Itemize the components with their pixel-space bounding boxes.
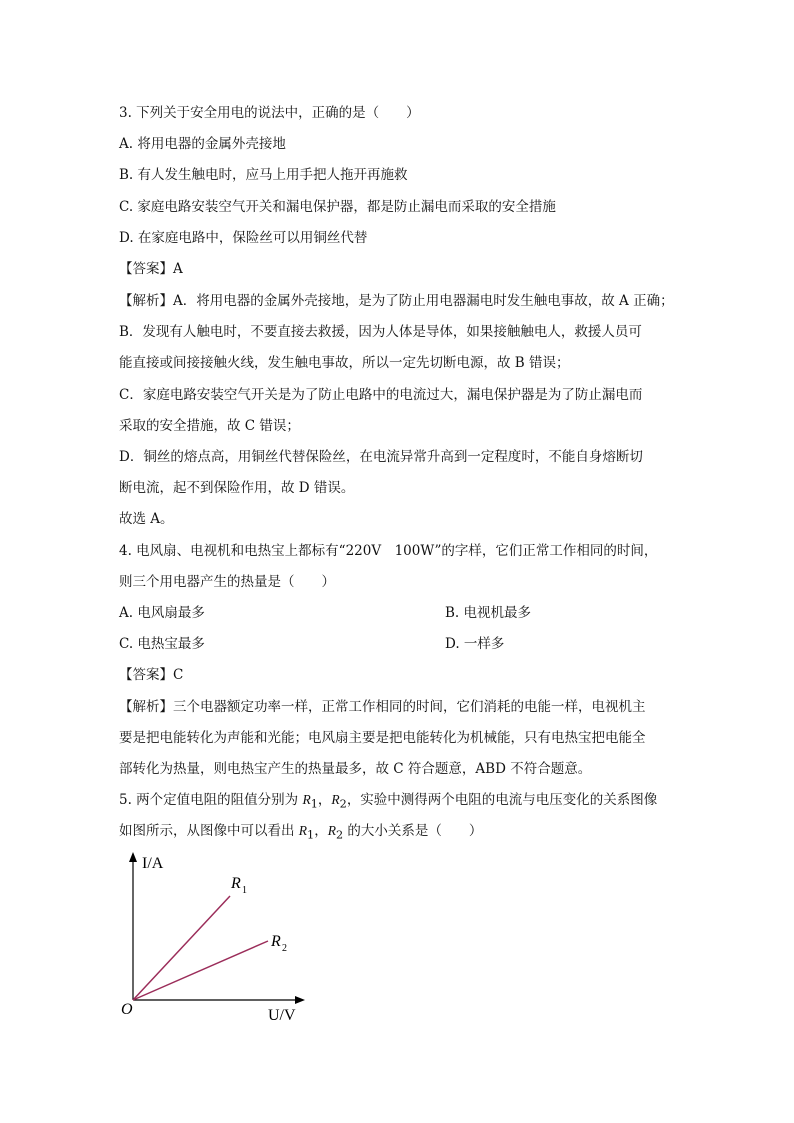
q5-text-b: ，实验中测得两个电阻的电流与电压变化的关系图像 <box>346 792 658 808</box>
text-line: D．铜丝的熔点高，用铜丝代替保险丝，在电流异常升高到一定程度时，不能自身熔断切 <box>119 449 643 465</box>
r2-line-label: R <box>271 933 281 950</box>
text-line: 部转化为热量，则电热宝产生的热量最多，故 C 符合题意，ABD 不符合题意。 <box>119 761 592 777</box>
text-line: B. 有人发生触电时，应马上用手把人拖开再施救 <box>119 167 408 183</box>
r2-line <box>133 941 268 1000</box>
text-line: C. 家庭电路安装空气开关和漏电保护器，都是防止漏电而采取的安全措施 <box>119 199 556 215</box>
text-line: 4. 电风扇、电视机和电热宝上都标有“220V 100W”的字样，它们正常工作相同的时间， <box>119 543 658 559</box>
text-line: 能直接或间接接触火线，发生触电事故，所以一定先切断电源，故 B 错误； <box>119 355 570 371</box>
option-right: D. 一样多 <box>445 636 505 652</box>
r2-subscript: 2 <box>339 797 347 811</box>
q5-separator: ， <box>317 792 332 808</box>
text-line: 要是把电能转化为声能和光能；电风扇主要是把电能转化为机械能，只有电热宝把电能全 <box>119 730 646 746</box>
text-line: B．发现有人触电时，不要直接去救援，因为人体是导体，如果接触触电人，救援人员可 <box>119 324 642 340</box>
r1-line <box>133 896 230 1000</box>
current-voltage-graph <box>112 850 312 1025</box>
question-5-line-1 <box>119 791 657 814</box>
question-5-line-2 <box>119 822 482 845</box>
text-line: 采取的安全措施，故 C 错误； <box>119 418 300 434</box>
text-line: 3. 下列关于安全用电的说法中，正确的是（ ） <box>119 105 420 121</box>
y-axis-arrow <box>129 852 137 862</box>
x-axis-label: U/V <box>268 1007 296 1024</box>
text-line: 【解析】三个电器额定功率一样，正常工作相同的时间，它们消耗的电能一样，电视机主 <box>119 699 646 715</box>
text-line: C．家庭电路安装空气开关是为了防止电路中的电流过大，漏电保护器是为了防止漏电而 <box>119 387 643 403</box>
q5-separator: ， <box>314 823 328 839</box>
r1-symbol: R <box>302 792 311 807</box>
text-line: 【答案】A <box>119 261 183 277</box>
text-line: A. 将用电器的金属外壳接地 <box>119 136 286 152</box>
origin-label: O <box>121 1001 133 1018</box>
text-line: 【解析】A．将用电器的金属外壳接地，是为了防止用电器漏电时发生触电事故，故 A 正确； <box>119 293 674 309</box>
text-line: 【答案】C <box>119 667 184 683</box>
r1-line-label: R <box>231 875 241 892</box>
q5-text-c: 如图所示，从图像中可以看出 <box>119 823 299 839</box>
y-axis-label: I/A <box>142 855 164 872</box>
text-line: 断电流，起不到保险作用，故 D 错误。 <box>119 480 355 496</box>
r1-subscript: 1 <box>307 828 315 842</box>
r2-line-subscript: 2 <box>282 943 287 954</box>
text-line: D. 在家庭电路中，保险丝可以用铜丝代替 <box>119 230 368 246</box>
x-axis-arrow <box>295 996 305 1004</box>
text-line: 故选 A。 <box>119 511 174 527</box>
r2-symbol: R <box>331 792 340 807</box>
q5-text-d: 的大小关系是（ ） <box>343 823 483 839</box>
r2-symbol: R <box>327 823 336 838</box>
option-right: B. 电视机最多 <box>445 605 532 621</box>
r1-subscript: 1 <box>310 797 318 811</box>
r1-symbol: R <box>298 823 308 838</box>
text-line: A. 电风扇最多 <box>119 605 205 621</box>
r1-line-subscript: 1 <box>242 885 247 896</box>
text-line: C. 电热宝最多 <box>119 636 205 652</box>
text-line: 则三个用电器产生的热量是（ ） <box>119 574 335 590</box>
r2-subscript: 2 <box>335 828 344 842</box>
q5-text-a: 5. 两个定值电阻的阻值分别为 <box>119 792 303 808</box>
